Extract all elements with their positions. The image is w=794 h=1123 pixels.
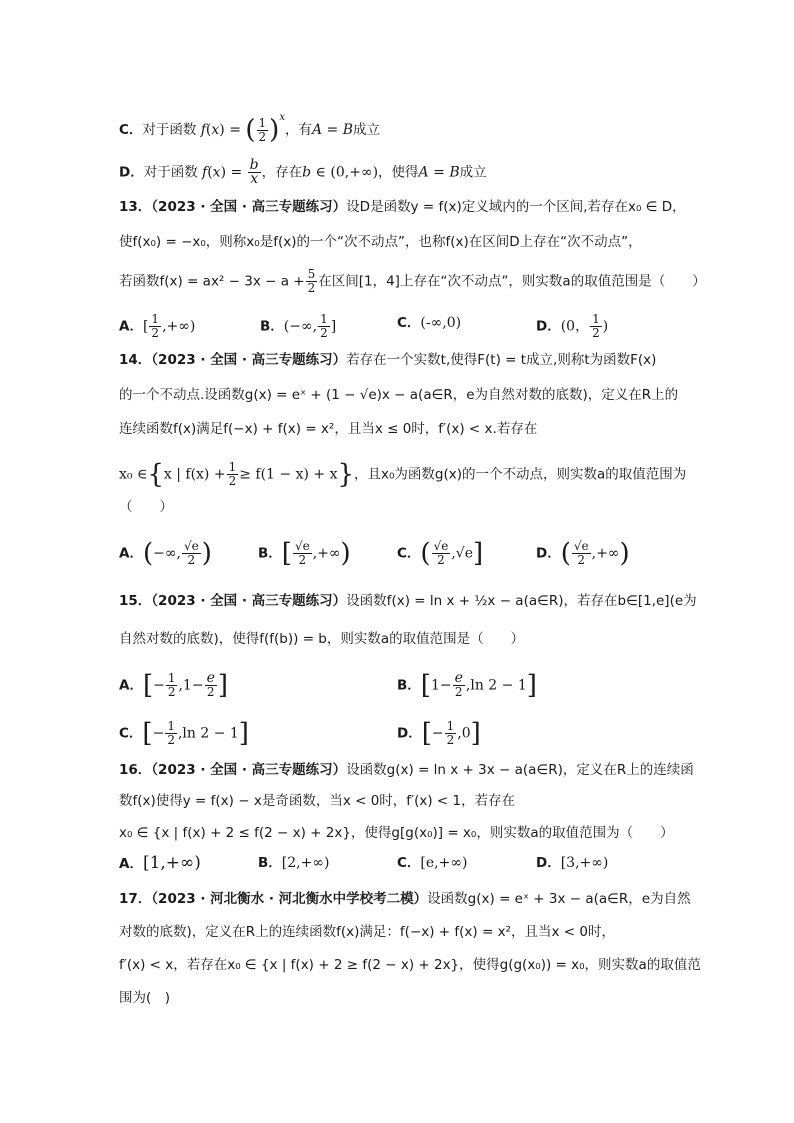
q15-option-d: D．[− $\frac{1}{2}$ ,0] <box>397 718 481 749</box>
q13-line-3: 若函数f(x) = ax² − 3x − a + $\frac{5}{2}$ 在区间[1，4]上存在“次不动点”，则实数a的取值范围是（ ） <box>119 267 706 295</box>
q15-option-c: C．[− $\frac{1}{2}$ ,ln 2 − 1] <box>119 718 249 749</box>
q12-option-c: C．对于函数 f(x) = ( $\frac{1}{2}$ )$^x$，有A = B成立 <box>119 112 381 145</box>
q16-line-2: 数f(x)使得y = f(x) − x是奇函数，当x < 0时，f′(x) < 1，若存在 <box>119 793 516 809</box>
q14-line-1: 14．（2023 · 全国 · 高三专题练习）若存在一个实数t,使得F(t) = t成立,则称t为函数F(x) <box>119 352 657 368</box>
q13-line-1: 13．（2023 · 全国 · 高三专题练习）设D是函数y = f(x)定义域内的一个区间,若存在x₀ ∈ D， <box>119 199 686 215</box>
q14-line-4: x₀ ∈{x | f(x) + $\frac{1}{2}$ ≥ f(1 − x) + x}，且x₀为函数g(x)的一个不动点，则实数a的取值范围为 <box>119 459 687 490</box>
q17-line-1: 17．（2023 · 河北衡水 · 河北衡水中学校考二模）设函数g(x) = eˣ + 3x − a(a∈R，e为自然 <box>119 891 691 907</box>
q14-line-3: 连续函数f(x)满足f(−x) + f(x) = x²，且当x ≤ 0时，f′(x) < x.若存在 <box>119 421 538 437</box>
q17-line-4: 围为( ) <box>119 990 171 1006</box>
q15-option-b: B．[1− $\frac{e}{2}$ ,ln 2 − 1] <box>397 670 537 701</box>
q14-option-d: D．( $\frac{√e}{2}$ ,+∞) <box>536 538 630 569</box>
q16-option-c: C．[e,+∞) <box>397 855 468 871</box>
q16-option-a: A．[1,+∞) <box>119 853 201 873</box>
q13-line-2: 使f(x₀) = −x₀，则称x₀是f(x)的一个“次不动点”，也称f(x)在区间D上存在“次不动点”， <box>119 234 642 250</box>
q14-option-c: C．( $\frac{√e}{2}$ ,√e] <box>397 538 484 569</box>
q13-option-d: D．(0， $\frac{1}{2}$ ) <box>536 312 609 340</box>
q16-source: （2023 · 全国 · 高三专题练习） <box>151 762 347 778</box>
q14-option-b: B．[ $\frac{√e}{2}$ ,+∞) <box>258 538 351 569</box>
q13-option-b: B．(−∞, $\frac{1}{2}$ ] <box>260 312 337 340</box>
q16-option-b: B．[2,+∞) <box>258 855 330 871</box>
q17-source: （2023 · 河北衡水 · 河北衡水中学校考二模） <box>151 891 428 907</box>
q17-line-3: f′(x) < x，若存在x₀ ∈ {x | f(x) + 2 ≥ f(2 − x) + 2x}，使得g(g(x₀)) = x₀，则实数a的取值范 <box>119 957 701 973</box>
q15-line-2: 自然对数的底数)，使得f(f(b)) = b，则实数a的取值范围是（ ） <box>119 631 525 647</box>
q14-option-a: A．(−∞, $\frac{√e}{2}$ ) <box>119 538 212 569</box>
q14-source: （2023 · 全国 · 高三专题练习） <box>151 352 347 368</box>
q13-option-a: A．[ $\frac{1}{2}$ ,+∞) <box>119 312 196 340</box>
q16-line-1: 16．（2023 · 全国 · 高三专题练习）设函数g(x) = ln x + 3x − a(a∈R)，定义在R上的连续函 <box>119 762 694 778</box>
q16-option-d: D．[3,+∞) <box>536 855 609 871</box>
q13-source: （2023 · 全国 · 高三专题练习） <box>151 199 347 215</box>
q15-source: （2023 · 全国 · 高三专题练习） <box>151 593 347 609</box>
q12-option-d: D．对于函数 f(x) = $\frac{b}{x}$ ，存在b ∈ (0,+∞)，使得A = B成立 <box>119 157 487 187</box>
q13-option-c: C．(-∞,0) <box>397 315 462 331</box>
q15-line-1: 15．（2023 · 全国 · 高三专题练习）设函数f(x) = ln x + ½x − a(a∈R)，若存在b∈[1,e](e为 <box>119 593 697 609</box>
q16-line-3: x₀ ∈ {x | f(x) + 2 ≤ f(2 − x) + 2x}，使得g[g(x₀)] = x₀，则实数a的取值范围为（ ） <box>119 825 674 841</box>
q14-line-5: （ ） <box>119 499 173 515</box>
q14-line-2: 的一个不动点.设函数g(x) = eˣ + (1 − √e)x − a(a∈R，e为自然对数的底数)，定义在R上的 <box>119 387 679 403</box>
q15-option-a: A．[− $\frac{1}{2}$ ,1− $\frac{e}{2}$ ] <box>119 670 229 701</box>
q17-line-2: 对数的底数)，定义在R上的连续函数f(x)满足：f(−x) + f(x) = x²，且当x < 0时， <box>119 924 615 940</box>
